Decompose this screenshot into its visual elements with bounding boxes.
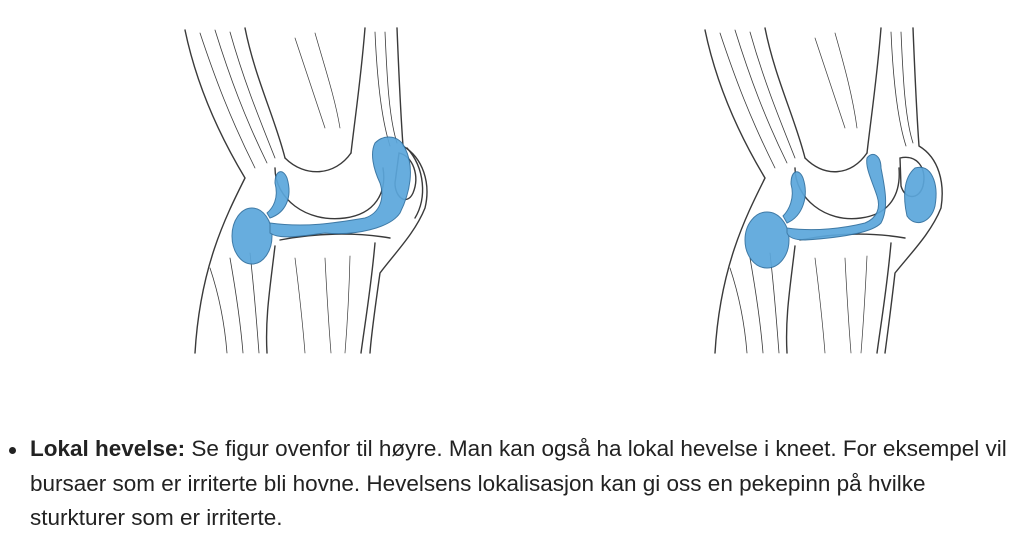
bullet-icon — [9, 447, 16, 454]
list-item-text: Se figur ovenfor til høyre. Man kan også ha lokal hevelse i kneet. For eksempel vil bursaer som er irriterte bli hovne. Hevelsens lokalisasjon kan gi oss en pekepinn på hvilke sturkturer som er irriterte. — [30, 436, 1007, 530]
knee-illustration-right — [695, 18, 965, 363]
knee-illustration-left — [175, 18, 445, 363]
list-item — [0, 432, 1020, 536]
knee-local-swelling-illustration — [695, 18, 965, 363]
bullet-list — [0, 432, 1020, 536]
list-item-lead: Lokal hevelse: — [30, 436, 186, 461]
knee-general-swelling-illustration — [175, 18, 445, 363]
